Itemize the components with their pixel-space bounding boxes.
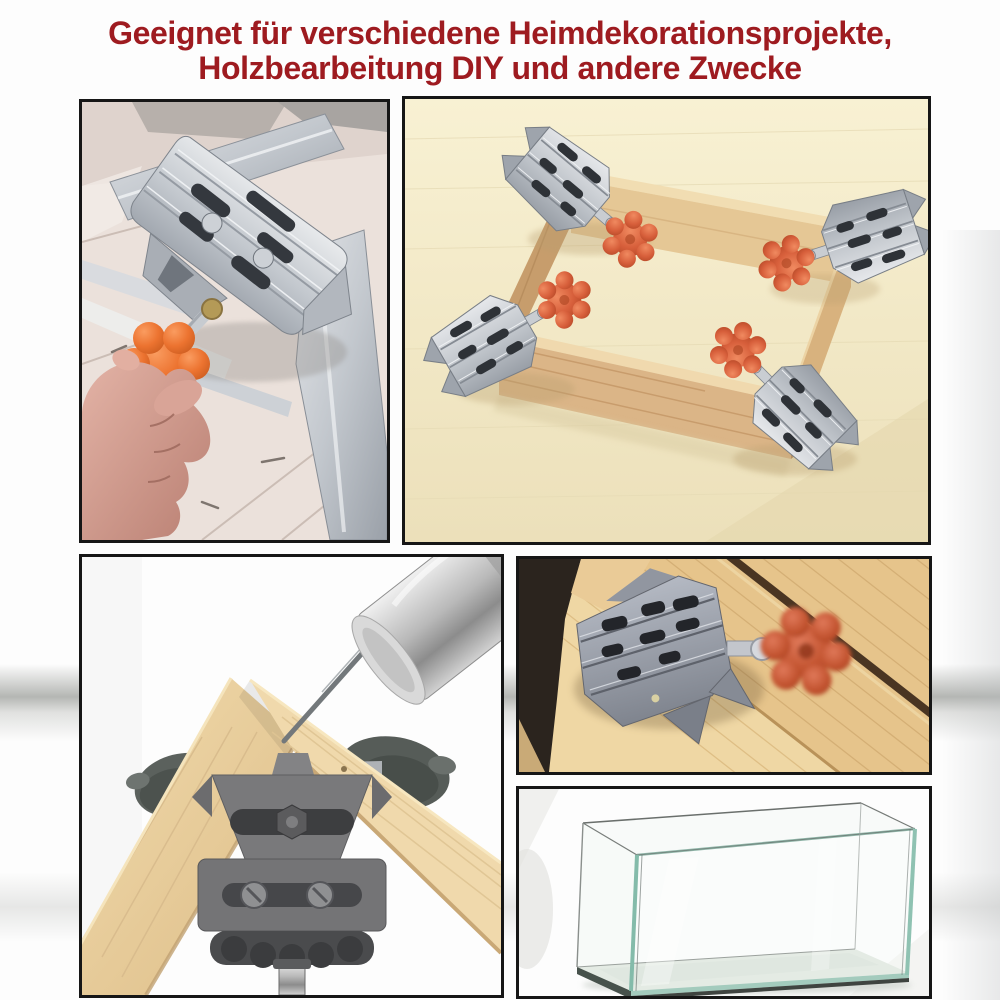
clamp-nailing-illustration	[82, 557, 501, 995]
title-line-2: Holzbearbeitung DIY und andere Zwecke	[198, 50, 802, 86]
glass-tank	[577, 803, 915, 996]
title-line-1: Geeignet für verschiedene Heimdekorationsprojekte,	[108, 15, 892, 51]
clamp-metal-frame-illustration	[82, 102, 387, 540]
photo-corner-clamp-nailing-boards	[79, 554, 504, 998]
clamp-wooden-corner-illustration	[519, 559, 929, 772]
background-blur-band-right	[942, 230, 1000, 1000]
photo-glass-aquarium	[516, 786, 932, 999]
photo-corner-clamp-wooden-corner	[516, 556, 932, 775]
glass-aquarium-illustration	[519, 789, 929, 996]
page-title	[0, 16, 1000, 86]
wooden-box-clamps-illustration	[405, 99, 928, 542]
corner-clamp-body	[192, 753, 392, 995]
photo-four-corner-clamps-wooden-box	[402, 96, 931, 545]
photo-corner-clamp-on-metal-frame	[79, 99, 390, 543]
